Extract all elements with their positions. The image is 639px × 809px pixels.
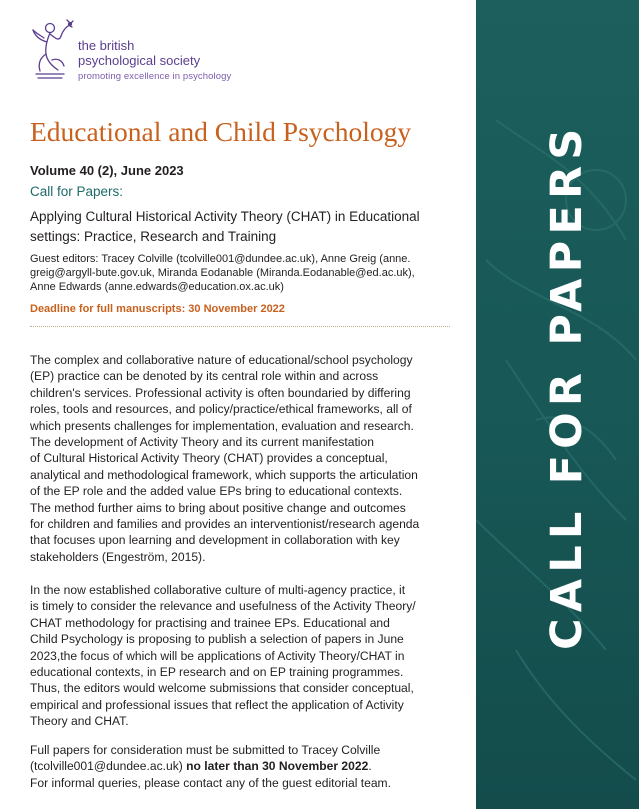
editors-line: greig@argyll-bute.gov.uk, Miranda Eodanable (Miranda.Eodanable@ed.ac.uk),: [30, 267, 415, 279]
paragraph-line: The complex and collaborative nature of educational/school psychology: [30, 353, 413, 367]
paragraph-line: (EP) practice can be denoted by its central role within and across: [30, 369, 379, 384]
paragraph-line: 2023,the focus of which will be applications of Activity Theory/CHAT in: [30, 648, 405, 663]
logo-name-line1: the british: [78, 38, 135, 53]
topic-title: [30, 207, 440, 247]
sentence-end: .: [368, 759, 372, 774]
paragraph-line: that focuses upon learning and development in collaboration with key: [30, 533, 400, 548]
paragraph-line: Theory and CHAT.: [30, 714, 129, 729]
call-for-papers-banner-text: CALL FOR PAPERS: [542, 122, 592, 650]
paragraph-line: children's services. Professional activity is often boundaried by differing: [30, 385, 411, 400]
submission-deadline-bold: no later than 30 November 2022: [186, 759, 369, 774]
paragraph-line: Thus, the editors would welcome submissions that consider conceptual,: [30, 681, 414, 696]
scope-paragraph: [30, 582, 455, 730]
paragraph-line: analytical and methodological framework, which supports the articulation: [30, 467, 418, 482]
side-banner: [476, 0, 639, 809]
submission-email-text: (tcolville001@dundee.ac.uk): [30, 759, 187, 774]
editors-line: Anne Edwards (anne.edwards@education.ox.ac.uk): [30, 281, 284, 293]
paragraph-line: educational contexts, in EP research and on EP training programmes.: [30, 665, 404, 680]
paragraph-line: for children and families and provides an interventionist/research agenda: [30, 517, 420, 532]
paragraph-line: stakeholders (Engeström, 2015).: [30, 549, 206, 564]
paragraph-line: The method further aims to bring about positive change and outcomes: [30, 500, 406, 515]
deadline-text: Deadline for full manuscripts: 30 November 2022: [30, 303, 285, 315]
paragraph-line: The development of Activity Theory and its current manifestation: [30, 435, 374, 450]
bps-logo: [30, 16, 250, 86]
paragraph-line: empirical and professional issues that reflect the application of Activity: [30, 697, 404, 712]
submission-paragraph: [30, 742, 455, 791]
topic-line: Applying Cultural Historical Activity Theory (CHAT) in Educational: [30, 209, 420, 224]
paragraph-line: which presents challenges for implementation, evaluation and research.: [30, 418, 414, 433]
journal-title: Educational and Child Psychology: [30, 116, 412, 147]
intro-paragraph: [30, 352, 455, 565]
paragraph-line: of Cultural Historical Activity Theory (CHAT) provides a conceptual,: [30, 451, 388, 466]
logo-name-line2: psychological society: [78, 53, 201, 68]
guest-editors: [30, 252, 450, 294]
paragraph-line: In the now established collaborative culture of multi-agency practice, it: [30, 583, 406, 597]
call-for-papers-label: Call for Papers:: [30, 184, 124, 199]
paragraph-line: roles, tools and resources, and policy/practice/ethical frameworks, all of: [30, 402, 412, 417]
paragraph-line: Child Psychology is proposing to publish a selection of papers in June: [30, 632, 404, 647]
paragraph-line: For informal queries, please contact any of the guest editorial team.: [30, 775, 391, 790]
topic-line: settings: Practice, Research and Training: [30, 229, 277, 244]
paragraph-line: [30, 758, 455, 774]
paragraph-line: Full papers for consideration must be submitted to Tracey Colville: [30, 743, 381, 757]
editors-line: Guest editors: Tracey Colville (tcolville001@dundee.ac.uk), Anne Greig (anne.: [30, 253, 411, 265]
paragraph-line: CHAT methodology for practising and trainee EPs. Educational and: [30, 615, 390, 630]
paragraph-line: is timely to consider the relevance and usefulness of the Activity Theory/: [30, 599, 416, 614]
volume-info: Volume 40 (2), June 2023: [30, 163, 184, 178]
paragraph-line: of the EP role and the added value EPs bring to educational contexts.: [30, 484, 403, 499]
logo-tagline: promoting excellence in psychology: [78, 71, 232, 82]
psyche-figure-icon: [30, 16, 74, 82]
dotted-divider: [30, 326, 450, 327]
